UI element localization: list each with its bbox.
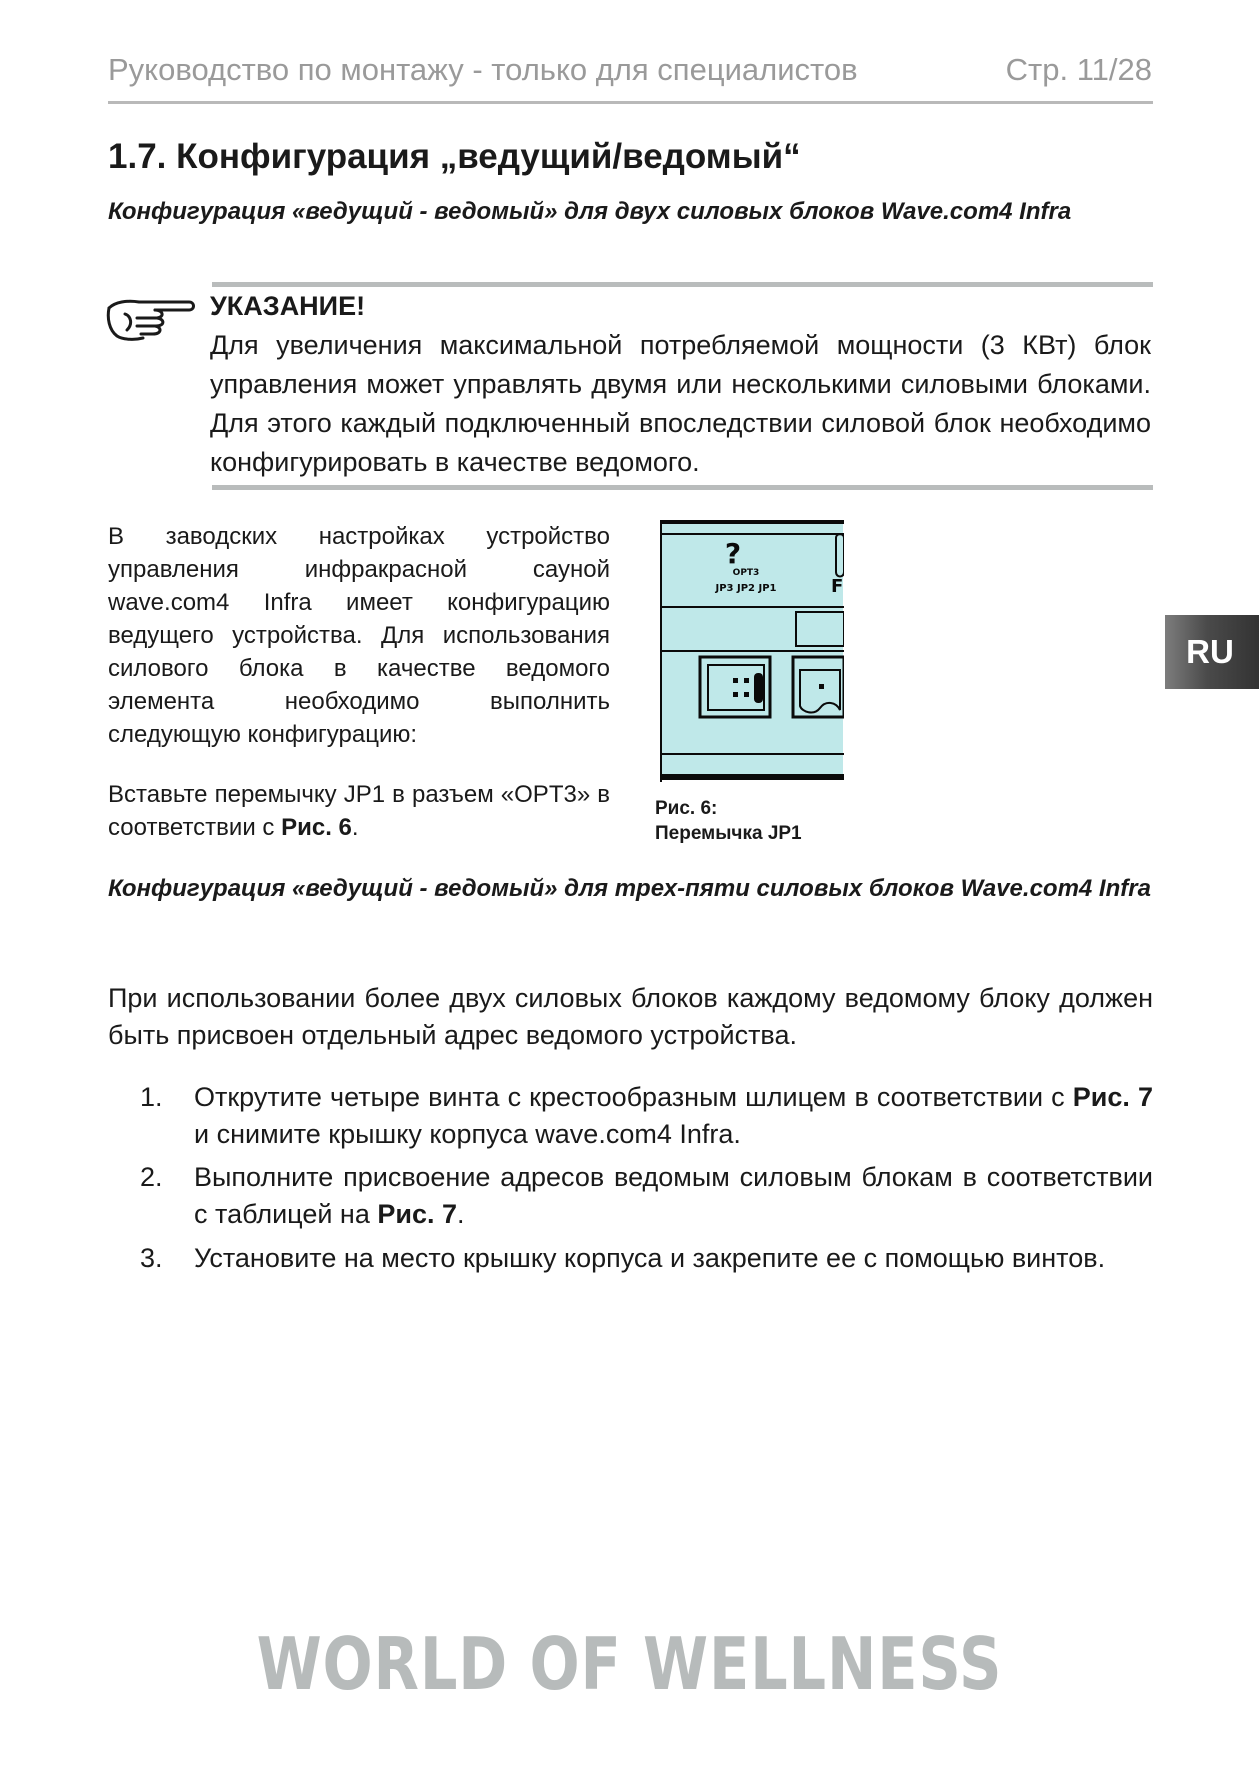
list-item-text [194, 1079, 1153, 1153]
list-item [108, 1159, 1153, 1233]
list-item-text [194, 1159, 1153, 1233]
insert-jumper-paragraph [108, 778, 610, 844]
list-item-number: 2. [140, 1162, 163, 1192]
figure-reference: Рис. 7 [1072, 1082, 1153, 1112]
step-text-after: и снимите крышку корпуса wave.com4 Infra. [194, 1119, 741, 1149]
figure-caption-title: Перемычка JP1 [655, 823, 802, 844]
step-text-before: Выполните присвоение адресов ведомым силовым блокам в соответствии с таблицей на [194, 1162, 1153, 1229]
notice-bottom-rule [212, 485, 1153, 490]
figure-question-mark: ? [724, 537, 742, 570]
notice-title: УКАЗАНИЕ! [210, 291, 366, 321]
figure-caption-number: Рис. 6: [655, 798, 718, 819]
step-text-before: Открутите четыре винта с крестообразным шлицем в соответствии с [194, 1082, 1073, 1112]
notice-top-rule [212, 282, 1153, 287]
footer-brand-logo: WORLD OF WELLNESS [256, 1622, 1003, 1706]
list-item [108, 1240, 1153, 1277]
subheading-two-units: Конфигурация «ведущий - ведомый» для двух силовых блоков Wave.com4 Infra [108, 198, 1072, 225]
figure-jumper-labels: JP3 JP2 JP1 [715, 583, 777, 594]
pointing-hand-icon [105, 294, 197, 342]
notice-text: Для увеличения максимальной потребляемой мощности (3 КВт) блок управления может управлять двумя или несколькими силовыми блоками. Для этого каждый подключенный впоследствии силовой блок необходимо конфигурировать в качестве ведомого. [210, 330, 1151, 477]
running-header-title: Руководство по монтажу - только для специалистов [108, 52, 858, 87]
step-text-before: Установите на место крышку корпуса и закрепите ее с помощью винтов. [194, 1243, 1106, 1273]
page-number: Стр. 11/28 [1005, 52, 1152, 87]
section-heading: 1.7. Конфигурация „ведущий/ведомый“ [108, 137, 801, 176]
figure-reference: Рис. 7 [377, 1199, 458, 1229]
jumper-jp1 [754, 673, 763, 703]
jumper-figure [660, 520, 844, 782]
list-item-number: 1. [140, 1082, 163, 1112]
step-text-after: . [457, 1199, 465, 1229]
header-divider [108, 101, 1153, 104]
subheading-three-five-units: Конфигурация «ведущий - ведомый» для трех-пяти силовых блоков Wave.com4 Infra [108, 875, 1151, 902]
figure-f-label: F [831, 576, 844, 597]
insert-text-after: . [351, 814, 359, 841]
figure-caption [655, 796, 802, 846]
language-tab: RU [1165, 615, 1259, 689]
body-paragraph: При использовании более двух силовых блоков каждому ведомому блоку должен быть присвоен отдельный адрес ведомого устройства. [108, 983, 1153, 1050]
figure-reference: Рис. 6 [281, 814, 352, 841]
insert-text-before: Вставьте перемычку JP1 в разъем «OPT3» в соответствии с [108, 781, 610, 841]
intro-paragraph: В заводских настройках устройство управления инфракрасной сауной wave.com4 Infra имеет конфигурацию ведущего устройства. Для использования силового блока в качестве ведомого элемента необходимо выполнить следующую конфигурацию: [108, 523, 610, 748]
figure-opt3-label: OPT3 [732, 568, 760, 578]
list-item-number: 3. [140, 1243, 163, 1273]
list-item [108, 1079, 1153, 1153]
list-item-text [194, 1240, 1153, 1277]
